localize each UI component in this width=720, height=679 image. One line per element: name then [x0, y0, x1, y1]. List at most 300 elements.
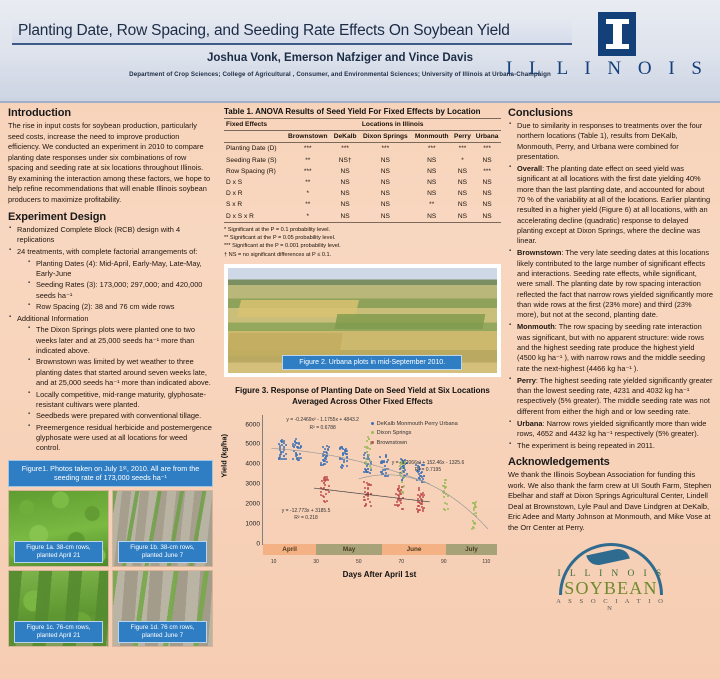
data-point — [475, 506, 477, 508]
data-point — [379, 456, 381, 458]
data-point — [417, 511, 419, 513]
table-cell-value: * — [306, 190, 310, 198]
data-point — [322, 464, 324, 466]
introduction-body: The rise in input costs for soybean production, particularly seed costs, increase the need to improve production efficiency. We conducted an experiment in 2010 to compare planting date responses under six combinations of row spacing and seeding rate at six locations throughout Illinois. By examining the interaction among these factors, we hope to help refine recommendations that will enable Illinois soybean producers to maximize profitability. — [8, 121, 211, 204]
y-axis-label: Yield (kg/ha) — [219, 433, 229, 478]
data-point — [328, 491, 330, 493]
design-sub-bullet: ▪ Planting Dates (4): Mid-April, Early-May, Late-May, Early-June — [27, 259, 213, 280]
month-band: May — [316, 544, 382, 555]
x-axis-tick: 70 — [398, 558, 405, 565]
table-cell-value: NS — [340, 190, 350, 198]
figure1-photo — [112, 570, 213, 647]
data-point — [346, 465, 348, 467]
data-point — [399, 493, 401, 495]
page-title: Planting Date, Row Spacing, and Seeding Rate Effects On Soybean Yield — [18, 22, 510, 39]
design-bullet — [8, 314, 213, 454]
data-point — [473, 509, 475, 511]
data-point — [298, 459, 300, 461]
table-cell-value: NS — [457, 167, 468, 175]
table-cell-effect: D x R — [226, 190, 243, 198]
figure3-container — [219, 385, 501, 579]
table-cell-effect: D x S x R — [224, 211, 284, 223]
design-sub-bullet: ▪ Row Spacing (2): 38 and 76 cm wide rows — [27, 302, 213, 312]
data-point — [328, 446, 330, 448]
figure1-photo — [8, 570, 109, 647]
data-point — [283, 449, 285, 451]
table-cell-value: *** — [427, 145, 436, 153]
data-point — [422, 478, 424, 480]
figure2-container — [224, 264, 501, 377]
data-point — [398, 504, 400, 506]
x-axis-tick: 110 — [482, 558, 491, 565]
figure1-photo-caption: Figure 1c. 76-cm rows, planted April 21 — [14, 621, 103, 643]
data-point — [384, 465, 386, 467]
chart-plot-area — [245, 415, 497, 565]
data-point — [417, 498, 419, 500]
table-cell-value: NS — [380, 167, 390, 175]
conclusion-text: : The row spacing by seeding rate interaction was significant, but with no apparent structure: wide rows and the highest seeding rate produce the highest yield (4500 kg ha⁻¹ ), with narrow rows and the middle seeding rate the next-highest (4466 kg ha⁻¹ ). — [517, 322, 705, 373]
x-axis-tick: 50 — [355, 558, 362, 565]
design-sub-list — [27, 259, 213, 313]
figure1-photo-caption: Figure 1d. 76 cm rows, planted June 7 — [118, 621, 207, 643]
y-axis-tick: 1000 — [245, 520, 260, 528]
data-point — [324, 480, 326, 482]
table-column-header: Brownstown — [284, 131, 331, 143]
data-point — [418, 505, 420, 507]
conclusion-text: Due to similarity in responses to treatments over the four northern locations (Table 1), results from DeKalb, Monmouth, Perry, and Urbana were combined for presentation. — [517, 121, 703, 162]
table-cell-value: NS — [359, 211, 412, 223]
data-point — [400, 489, 402, 491]
r-squared-text: R² = 0.7195 — [414, 467, 442, 474]
table-row — [224, 188, 501, 199]
data-point — [366, 451, 368, 453]
poster-title-bar — [12, 20, 572, 45]
data-point — [444, 486, 446, 488]
data-point — [367, 468, 369, 470]
data-point — [444, 509, 446, 511]
x-axis-label: Days After April 1st — [342, 569, 417, 579]
table-cell-value: NS — [457, 190, 468, 198]
x-axis-tick: 30 — [313, 558, 319, 565]
figure1-photo-caption: Figure 1b. 38-cm rows, planted June 7 — [118, 541, 207, 563]
data-point — [447, 508, 449, 510]
data-point — [341, 447, 343, 449]
table-cell-value: *** — [303, 167, 312, 175]
data-point — [423, 494, 425, 496]
conclusion-bullet — [508, 376, 714, 417]
table-group-header-row — [224, 119, 501, 131]
data-point — [370, 467, 372, 469]
design-sub-bullet: ▪ Seeding Rates (3): 173,000; 297,000; and 420,000 seeds ha⁻¹ — [27, 280, 213, 301]
data-point — [341, 464, 343, 466]
table-cell-value: NS — [473, 211, 501, 223]
data-point — [326, 461, 328, 463]
table-row — [224, 199, 501, 210]
data-point — [370, 493, 372, 495]
data-point — [285, 458, 287, 460]
trend-equation — [286, 417, 359, 432]
data-point — [447, 495, 449, 497]
legend-swatch — [371, 422, 374, 425]
data-point — [400, 499, 402, 501]
data-point — [386, 461, 388, 463]
legend-label: Brownstown — [376, 439, 408, 446]
data-point — [370, 505, 372, 507]
anova-table-body — [224, 143, 501, 222]
data-point — [295, 452, 297, 454]
table-cell-value: NS — [482, 190, 492, 198]
data-point — [346, 460, 348, 462]
conclusion-lead: Monmouth — [517, 322, 555, 332]
table-column-header: DeKalb — [331, 131, 359, 143]
figure1-photo — [8, 490, 109, 567]
data-point — [367, 484, 369, 486]
legend-entry — [371, 429, 458, 439]
table-cell-value: NS — [412, 211, 452, 223]
data-point — [445, 493, 447, 495]
data-point — [326, 445, 328, 447]
data-point — [281, 441, 283, 443]
data-point — [423, 481, 425, 483]
data-point — [328, 485, 330, 487]
data-point — [323, 459, 325, 461]
data-point — [367, 471, 369, 473]
soybean-arc-icon — [551, 543, 671, 569]
data-point — [419, 509, 421, 511]
figure1-photo-grid — [8, 490, 213, 647]
legend-label: DeKalb Monmouth Perry Urbana — [376, 420, 458, 427]
col-group-locations: Locations in Illinois — [284, 119, 501, 131]
data-point — [402, 497, 404, 499]
data-point — [298, 457, 300, 459]
table-column-header: Monmouth — [412, 131, 452, 143]
data-point — [325, 451, 327, 453]
data-point — [346, 456, 348, 458]
data-point — [325, 493, 327, 495]
col-group-fixed-effects: Fixed Effects — [224, 119, 284, 131]
month-band: July — [446, 544, 497, 555]
experiment-design-list — [8, 225, 213, 454]
table-cell-value: * — [284, 211, 331, 223]
data-point — [322, 488, 324, 490]
acknowledgements-body: We thank the Illinois Soybean Association for funding this work. We also thank the farm crew at UI South Farm, Stephen Ebelhar and staff at Dixon Springs Agricultural Center, Lindell Deal at Brownstown, Lyle Paul and Dave Lindgren at DeKalb, Eric Adee and Marty Johnson at Monmouth, and Mike Vose at the Orr Center at Perry. — [508, 470, 712, 532]
y-axis-tick: 4000 — [245, 460, 260, 468]
data-point — [299, 447, 301, 449]
y-axis-tick: 5000 — [245, 440, 260, 448]
table-cell-value: NS — [427, 190, 437, 198]
data-point — [281, 458, 283, 460]
trend-equation — [282, 508, 331, 523]
y-axis-tick: 6000 — [245, 421, 260, 429]
data-point — [444, 482, 446, 484]
table-cell-value: NS — [340, 167, 350, 175]
table-cell-value: *** — [381, 145, 390, 153]
table-cell-effect: Row Spacing (R) — [226, 167, 276, 175]
data-point — [295, 455, 297, 457]
table1-title: Table 1. ANOVA Results of Seed Yield For Fixed Effects by Location — [224, 107, 481, 116]
data-point — [367, 487, 369, 489]
data-point — [279, 456, 281, 458]
data-point — [322, 446, 324, 448]
data-point — [300, 457, 302, 459]
table-cell-value: NS — [340, 201, 350, 209]
table-column-header: Dixon Springs — [359, 131, 412, 143]
data-point — [421, 503, 423, 505]
data-point — [369, 460, 371, 462]
soybean-logo-line3: A S S O C I A T I O N — [556, 598, 666, 613]
conclusion-text: : Narrow rows yielded significantly more than wide rows, 4652 and 4432 kg ha⁻¹ respectively (5% greater). — [517, 418, 707, 438]
table-cell-effect: Seeding Rate (S) — [226, 156, 277, 164]
figure1-photo — [112, 490, 213, 567]
table-row — [224, 166, 501, 177]
month-band: June — [382, 544, 446, 555]
y-axis-tick: 0 — [256, 540, 260, 548]
r-squared-text: R² = 0.218 — [294, 515, 318, 521]
data-point — [443, 496, 445, 498]
affiliation-line: Department of Crop Sciences; College of Agricultural , Consumer, and Environmental Sciences; University of Illinois at Urbana-Champaign — [129, 71, 551, 78]
data-point — [387, 475, 389, 477]
table-cell-value: NS — [482, 156, 492, 164]
design-sub-bullet: ▪ Seedbeds were prepared with conventional tillage. — [27, 411, 213, 421]
data-point — [422, 510, 424, 512]
equation-text: y = -12.773x + 3185.5 — [281, 507, 331, 514]
figure3-chart — [219, 411, 501, 579]
table-cell-value: ** — [305, 156, 311, 164]
legend-swatch — [371, 431, 374, 434]
equation-text: y = -0.2469x² - 1.1755x + 4843.2 — [286, 417, 359, 424]
design-sub-bullet: ▪ Preemergence residual herbicide and postemergence glyphosate were used at all locations for weed control. — [27, 423, 213, 454]
table-cell-effect: D x S — [226, 179, 243, 187]
design-sub-bullet: ▪ Brownstown was limited by wet weather to three planting dates that started around seven weeks late, and at 25,000 seeds ha⁻¹ more than indicated above. — [27, 357, 213, 388]
data-point — [327, 489, 329, 491]
data-point — [363, 454, 365, 456]
data-point — [398, 485, 400, 487]
blank-corner-cell — [224, 131, 284, 143]
data-point — [279, 449, 281, 451]
table-cell-value: ** — [429, 201, 435, 209]
figure2-caption: Figure 2. Urbana plots in mid-September 2010. — [282, 355, 462, 370]
conclusion-bullet — [508, 248, 714, 321]
data-point — [402, 508, 404, 510]
table-cell-value: NS — [427, 179, 437, 187]
data-point — [473, 527, 475, 529]
data-point — [418, 489, 420, 491]
right-column — [508, 107, 714, 612]
table-cell-value: *** — [341, 145, 349, 153]
data-point — [345, 453, 347, 455]
table-cell-value: *** — [483, 167, 491, 175]
x-axis-tick: 10 — [270, 558, 277, 565]
data-point — [366, 440, 368, 442]
acknowledgements-heading: Acknowledgements — [508, 456, 610, 469]
data-point — [322, 495, 324, 497]
block-i-logo-icon — [598, 12, 636, 56]
table-cell-value: NS — [380, 179, 390, 187]
table-footnote: † NS = no significant differences at P ≤ 0.1. — [224, 251, 332, 258]
table-cell-value: NS — [457, 201, 468, 209]
table-cell-effect: S x R — [226, 201, 243, 209]
conclusion-lead: Urbana — [517, 418, 543, 428]
data-point — [385, 454, 387, 456]
table-footnote: ** Significant at the P = 0.05 probability level. — [224, 235, 336, 242]
design-bullet — [8, 247, 213, 312]
conclusion-text: : The planting date effect on seed yield was significant at all locations with the first date yielding 40% more than the last planting date, and accounted for about 70 % of the variability at all of the locations. Earlier planting resulted in a higher yield (Figure 6) at all locations, with an accelerating decline (quadratic) response to delayed planting except at Dixon Springs, where the decline was linear. — [517, 163, 711, 246]
equation-text: y = -1.2066x² + 152.46x - 1325.6 — [391, 459, 465, 466]
table-cell-effect: Planting Date (D) — [226, 145, 277, 153]
design-bullet-label: Additional Information — [17, 314, 89, 323]
table-column-header: Perry — [452, 131, 473, 143]
table-row — [224, 211, 501, 223]
soybean-logo-line2: SOYBEAN — [564, 578, 658, 599]
table-cell-value: NS — [482, 179, 492, 187]
introduction-heading: Introduction — [8, 107, 71, 119]
data-point — [281, 444, 283, 446]
conclusion-text: The experiment is being repeated in 2011. — [517, 440, 655, 450]
figure1-caption: Figure1. Photos taken on July 1ˢᵗ, 2010. All are from the seeding rate of 173,000 seeds ha⁻¹ — [8, 460, 213, 487]
legend-swatch — [371, 441, 374, 444]
data-point — [368, 454, 370, 456]
anova-table — [224, 118, 501, 223]
table1-footnotes — [224, 226, 501, 260]
data-point — [445, 479, 447, 481]
data-point — [294, 440, 296, 442]
table-row — [224, 177, 501, 188]
table-cell-value: *** — [458, 145, 467, 153]
illinois-wordmark: I L L I N O I S — [505, 58, 708, 79]
design-sub-bullet: ▪ The Dixon Springs plots were planted one to two weeks later and at 25,000 seeds ha⁻¹ more than indicated above. — [27, 325, 213, 356]
middle-column — [219, 107, 501, 579]
data-point — [421, 481, 423, 483]
data-point — [400, 502, 402, 504]
data-point — [396, 501, 398, 503]
design-sub-list — [27, 325, 213, 453]
conclusion-lead: Perry — [517, 375, 536, 385]
conclusions-heading: Conclusions — [508, 107, 573, 119]
design-sub-bullet: ▪ Locally competitive, mid-range maturity, glyphosate-resistant cultivars were planted. — [27, 390, 213, 411]
month-band-axis — [263, 544, 497, 555]
data-point — [324, 484, 326, 486]
data-point — [367, 498, 369, 500]
table-cell-value: NS — [452, 211, 473, 223]
design-bullet — [8, 225, 213, 246]
author-list: Joshua Vonk, Emerson Nafziger and Vince Davis — [206, 52, 474, 64]
data-point — [323, 482, 325, 484]
poster-header — [0, 0, 720, 103]
conclusion-bullet — [508, 164, 714, 247]
data-point — [370, 469, 372, 471]
data-point — [403, 476, 405, 478]
data-point — [401, 481, 403, 483]
data-point — [423, 475, 425, 477]
data-point — [475, 515, 477, 517]
data-point — [422, 508, 424, 510]
data-point — [369, 472, 371, 474]
data-point — [364, 505, 366, 507]
y-axis-tick: 3000 — [245, 480, 260, 488]
table-cell-value: NS — [340, 179, 350, 187]
experiment-design-heading: Experiment Design — [8, 211, 106, 224]
chart-legend — [371, 420, 458, 449]
figure1-photo-caption: Figure 1a. 38-cm rows, planted April 21 — [14, 541, 103, 563]
data-point — [384, 469, 386, 471]
data-point — [320, 491, 322, 493]
data-point — [420, 493, 422, 495]
legend-label: Dixon Springs — [376, 430, 412, 437]
data-point — [418, 487, 420, 489]
data-point — [364, 491, 366, 493]
conclusion-bullet — [508, 121, 714, 162]
data-point — [292, 458, 294, 460]
data-point — [363, 499, 365, 501]
data-point — [473, 507, 475, 509]
table-cell-value: ** — [305, 201, 311, 209]
data-point — [420, 498, 422, 500]
table-column-header: Urbana — [473, 131, 501, 143]
data-point — [387, 468, 389, 470]
data-point — [345, 448, 347, 450]
conclusions-list — [508, 121, 714, 451]
table-location-header-row — [224, 131, 501, 143]
data-point — [326, 455, 328, 457]
month-band: April — [263, 544, 316, 555]
legend-entry — [371, 420, 458, 430]
soybean-association-logo — [551, 543, 671, 612]
data-point — [369, 501, 371, 503]
table-cell-value: NS — [380, 201, 390, 209]
r-squared-text: R² = 0.6788 — [309, 424, 336, 431]
data-point — [343, 459, 345, 461]
x-axis-tick: 90 — [441, 558, 447, 565]
design-bullet-label: Randomized Complete Block (RCB) design with 4 replications — [17, 225, 181, 245]
conclusion-bullet — [508, 419, 714, 440]
data-point — [474, 522, 476, 524]
table-cell-value: NS — [427, 156, 437, 164]
table-cell-value: NS — [380, 190, 390, 198]
table-cell-value: NS — [380, 156, 390, 164]
table-row — [224, 155, 501, 166]
data-point — [401, 486, 403, 488]
table-cell-value: *** — [483, 145, 491, 153]
data-point — [365, 463, 367, 465]
soybean-logo-line1: I L L I N O I S — [557, 569, 665, 580]
table-cell-value: * — [461, 156, 464, 164]
conclusion-lead: Brownstown — [517, 248, 562, 258]
conclusion-text: : The very late seeding dates at this locations likely contributed to the large number of significant effects and interactions. Seeding rate effects, while significant, were small. The planting date by row spacing interaction reflected the fact that narrow rows yielded significantly more than wide rows at the first (23% more) and third (23% more), but not at the second, planting date. — [517, 248, 713, 320]
table-cell-value: NS† — [338, 156, 352, 164]
data-point — [323, 496, 325, 498]
conclusion-lead: Overall — [517, 163, 543, 173]
table-row — [224, 143, 501, 155]
figure3-title: Figure 3. Response of Planting Date on Seed Yield at Six Locations Averaged Across Other Fixed Effects — [235, 386, 490, 407]
data-point — [299, 453, 301, 455]
table-footnote: *** Significant at the P = 0.001 probability level. — [224, 243, 341, 250]
data-point — [422, 496, 424, 498]
left-column — [8, 107, 213, 647]
table-cell-value: NS — [457, 179, 468, 187]
anova-table-head — [224, 119, 501, 143]
data-point — [285, 444, 287, 446]
conclusion-text: : The highest seeding rate yielded significantly greater than the lowest seeding rate, 4231 and 4032 kg ha⁻¹ respectively (5% greater). The middle seeding rate was not different from either the high and or low seeding rate. — [517, 375, 713, 416]
legend-entry — [371, 439, 458, 449]
data-point — [365, 503, 367, 505]
data-point — [474, 503, 476, 505]
trend-equation — [392, 460, 465, 475]
data-point — [300, 445, 302, 447]
table-cell-value: NS — [427, 167, 437, 175]
data-point — [475, 512, 477, 514]
design-bullet-label: 24 treatments, with complete factorial arrangements of: — [17, 247, 198, 257]
data-point — [326, 500, 328, 502]
